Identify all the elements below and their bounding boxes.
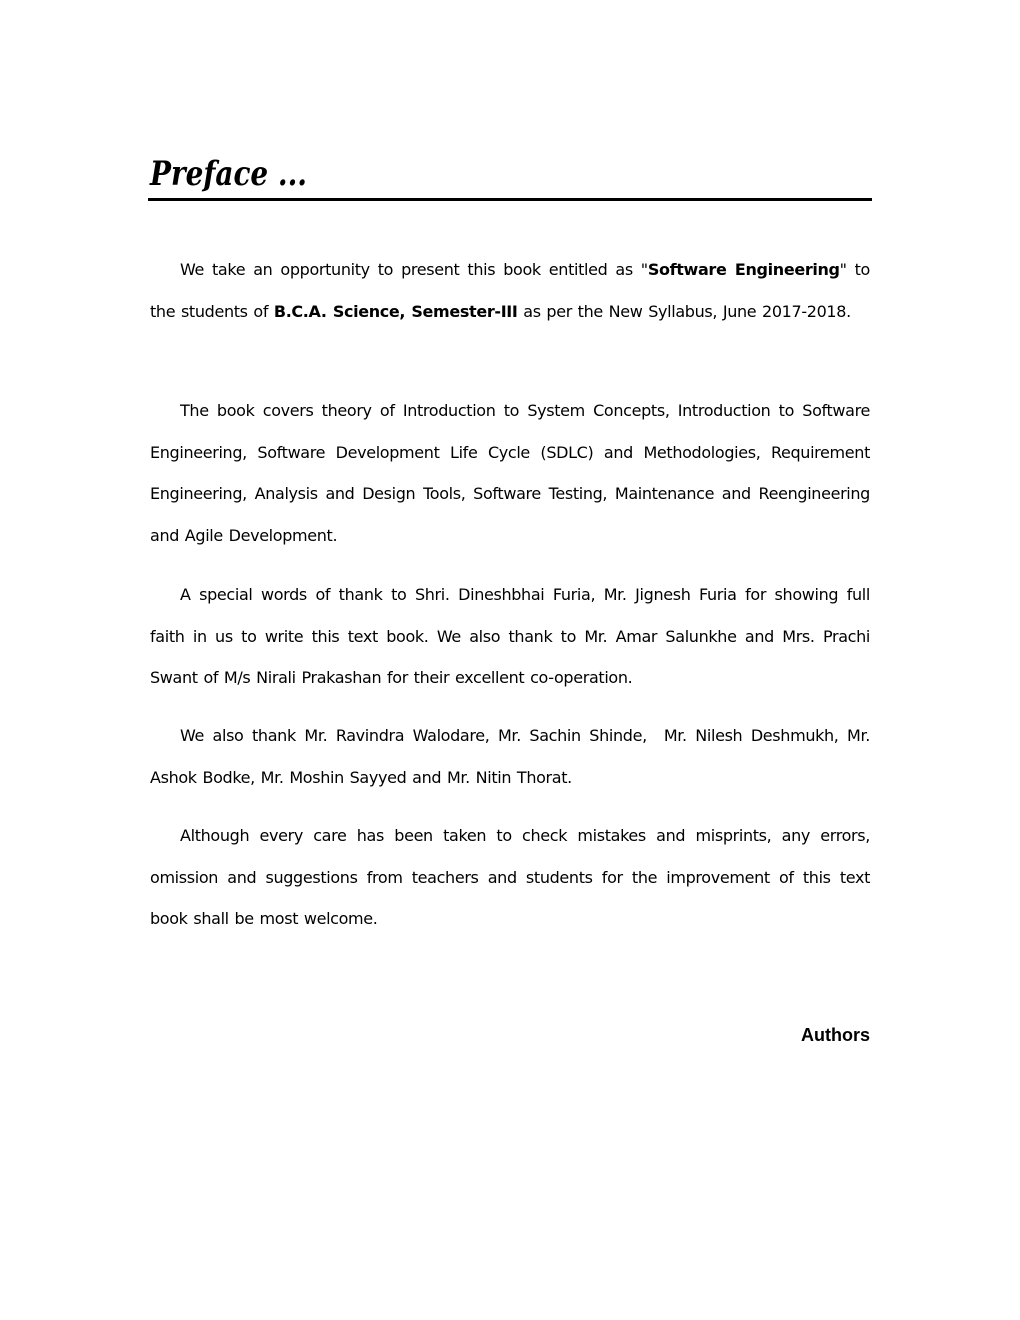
title-underline-divider (148, 198, 872, 201)
paragraph-text: A special words of thank to Shri. Dineshbhai Furia, Mr. Jignesh Furia for showing full faith in us to write this text book. We also thank to Mr. Amar Salunkhe and Mrs. Prachi Swant of M/s Nirali Prakashan for their excellent co-operation. (150, 585, 870, 688)
paragraph-text: We also thank Mr. Ravindra Walodare, Mr. Sachin Shinde, Mr. Nilesh Deshmukh, Mr. Ashok Bodke, Mr. Moshin Sayyed and Mr. Nitin Thorat. (150, 726, 876, 787)
course-emphasis: B.C.A. Science, Semester-III (273, 301, 518, 321)
paragraph-text: The book covers theory of Introduction to System Concepts, Introduction to Software Engineering, Software Development Life Cycle (SDLC) and Methodologies, Requirement Engineering, Analysis and Design Tools, Software Testing, Maintenance and Reengineering and Agile Development. (150, 401, 870, 546)
signature-authors: Authors (801, 1025, 870, 1045)
text-segment: " to the students of (150, 260, 870, 321)
paragraph-acknowledgement (150, 574, 870, 699)
text-segment: as per the New Syllabus, June 2017-2018. (517, 301, 851, 321)
page-title: Preface ... (150, 154, 307, 194)
paragraph-errata (150, 815, 870, 940)
paragraph-thanks (150, 715, 876, 798)
paragraph-introduction (150, 249, 870, 332)
book-title-emphasis: Software Engineering (647, 260, 840, 279)
text-segment: We take an opportunity to present this book entitled as " (180, 260, 648, 279)
paragraph-text: Although every care has been taken to check mistakes and misprints, any errors, omission and suggestions from teachers and students for the improvement of this text book shall be most welcome. (150, 826, 870, 929)
paragraph-contents (150, 390, 870, 557)
paragraph-text (150, 249, 870, 332)
